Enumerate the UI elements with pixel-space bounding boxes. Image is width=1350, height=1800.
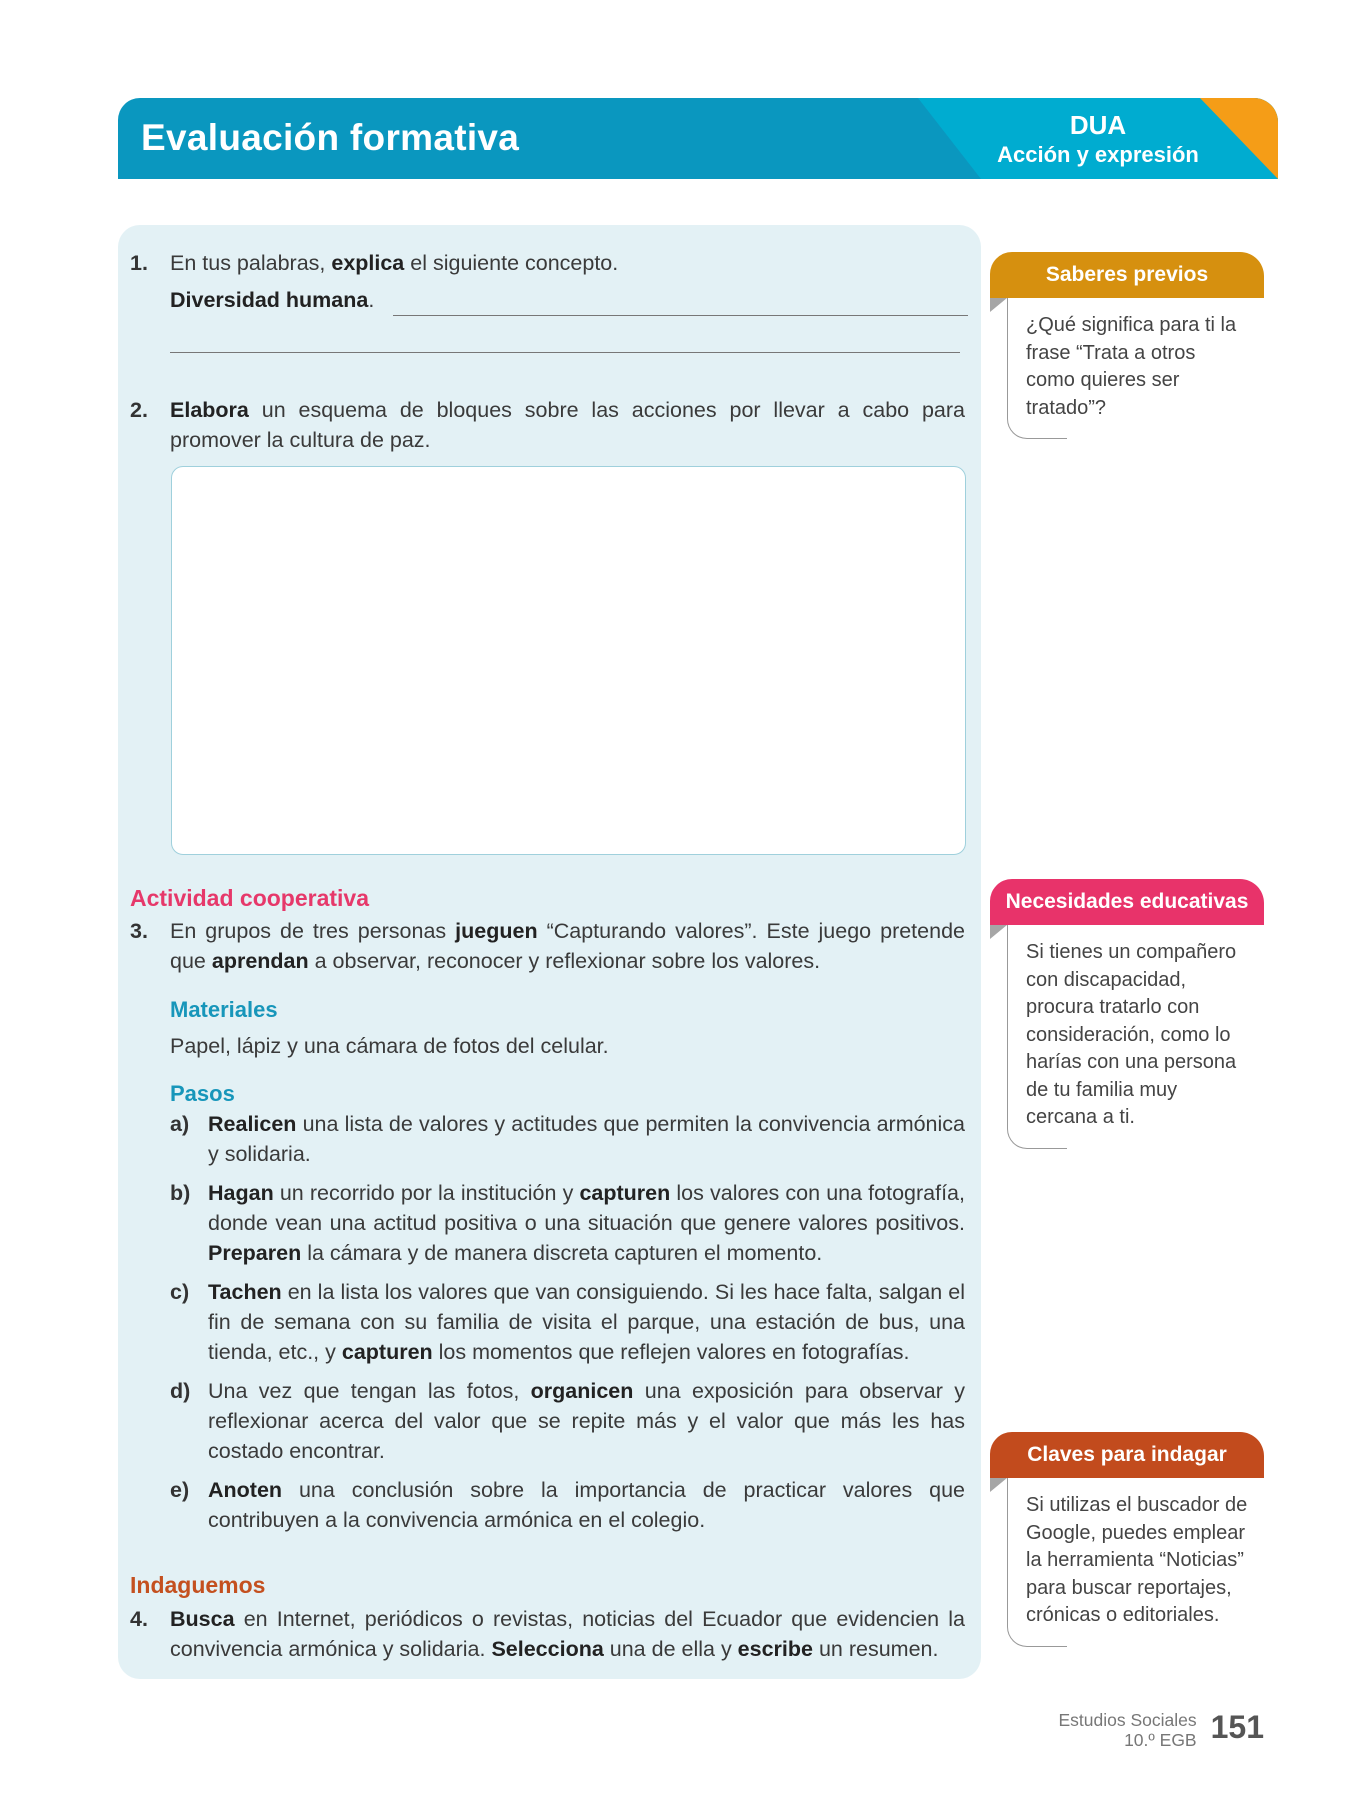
question-text (170, 1604, 965, 1664)
emphasis-verb: Anoten (208, 1478, 283, 1502)
emphasis-verb: jueguen (455, 919, 538, 943)
materials-heading: Materiales (170, 997, 278, 1022)
section-heading: Indaguemos (130, 1572, 266, 1598)
emphasis-verb: explica (331, 251, 405, 275)
page-number: 151 (1210, 1709, 1264, 1745)
text-run: una conclusión sobre la importancia de practicar valores que contribuyen a la convivencia armónica en el colegio. (208, 1478, 965, 1532)
materials-text: Papel, lápiz y una cámara de fotos del celular. (170, 1034, 609, 1058)
activity-panel (118, 225, 981, 1679)
text-run: una exposición para observar y reflexionar acerca del valor que se repite más y el valor que más les has costado encontrar. (208, 1379, 965, 1463)
page-footer (1058, 1710, 1264, 1750)
question-text (170, 248, 965, 278)
text-run: una lista de valores y actitudes que permiten la convivencia armónica y solidaria. (208, 1112, 965, 1166)
emphasis-verb: Realicen (208, 1112, 297, 1136)
sidebar-necesidades-educativas (990, 879, 1264, 1149)
question-number: 2. (130, 398, 148, 422)
sidebar-text: Si utilizas el buscador de Google, puedes emplear la herramienta “Noticias” para buscar reportajes, crónicas o editoriales. (1026, 1494, 1248, 1626)
question-number: 4. (130, 1607, 148, 1631)
text-run: En tus palabras, (170, 251, 332, 275)
step-item (170, 1376, 965, 1466)
text-run: los valores con una fotografía, donde vean una actitud positiva o una situación que genere valores positivos. (208, 1181, 965, 1235)
sidebar-tab-title: Claves para indagar (990, 1432, 1264, 1478)
emphasis-verb: capturen (579, 1181, 671, 1205)
text-run: En grupos de tres personas (170, 919, 456, 943)
steps-heading: Pasos (170, 1081, 235, 1106)
step-letter: e) (170, 1478, 190, 1502)
step-item (170, 1109, 965, 1169)
section-heading: Actividad cooperativa (130, 885, 370, 911)
step-text (208, 1178, 965, 1268)
text-run: la cámara y de manera discreta capturen el momento. (301, 1241, 823, 1265)
question-4 (130, 1570, 965, 1664)
sidebar-body (1007, 298, 1237, 439)
steps-list (130, 1109, 965, 1535)
text-run: “Capturando valores”. Este juego pretende que (170, 919, 965, 973)
section-header (118, 98, 1278, 179)
sidebar-claves-para-indagar (990, 1432, 1264, 1647)
emphasis-verb: Selecciona (491, 1637, 604, 1661)
emphasis-verb: organicen (530, 1379, 634, 1403)
emphasis-verb: Busca (170, 1607, 235, 1631)
step-text (208, 1475, 965, 1535)
text-run: una de ella y (603, 1637, 738, 1661)
step-item (170, 1277, 965, 1367)
answer-line[interactable] (393, 315, 968, 316)
step-letter: d) (170, 1379, 191, 1403)
concept-label: Diversidad humana (170, 288, 369, 312)
text-run: Una vez que tengan las fotos, (208, 1379, 531, 1403)
question-1 (130, 248, 965, 315)
dua-title: DUA (1069, 110, 1127, 140)
footer-grade: 10.º EGB (1124, 1730, 1197, 1750)
footer-subject: Estudios Sociales (1058, 1710, 1197, 1730)
step-letter: c) (170, 1280, 190, 1304)
question-number: 1. (130, 251, 148, 275)
text-run: en Internet, periódicos o revistas, noticias del Ecuador que evidencien la convivencia armónica y solidaria. (170, 1607, 965, 1661)
sidebar-text: Si tienes un compañero con discapacidad, procura tratarlo con consideración, como lo harías con una persona de tu familia muy cercana a ti. (1026, 941, 1237, 1128)
sidebar-body (1007, 925, 1237, 1149)
step-text (208, 1109, 965, 1169)
sidebar-body (1007, 1478, 1248, 1647)
text-run: los momentos que reflejen valores en fotografías. (432, 1340, 910, 1364)
question-2 (130, 395, 965, 455)
text-run: un esquema de bloques sobre las acciones por llevar a cabo para promover la cultura de paz. (170, 398, 965, 452)
sidebar-tab-title: Necesidades educativas (990, 879, 1264, 925)
question-text (170, 916, 965, 976)
emphasis-verb: Tachen (208, 1280, 282, 1304)
concept-period: . (368, 288, 375, 312)
question-number: 3. (130, 919, 148, 943)
emphasis-verb: Elabora (170, 398, 249, 422)
sidebar-saberes-previos (990, 252, 1264, 439)
page-title: Evaluación formativa (141, 117, 520, 158)
emphasis-verb: capturen (341, 1340, 433, 1364)
step-item (170, 1475, 965, 1535)
emphasis-verb: escribe (737, 1637, 813, 1661)
step-text (208, 1277, 965, 1367)
step-text (208, 1376, 965, 1466)
answer-line[interactable] (170, 352, 960, 353)
emphasis-verb: aprendan (211, 949, 309, 973)
text-run: un resumen. (812, 1637, 939, 1661)
text-run: a observar, reconocer y reflexionar sobre los valores. (308, 949, 821, 973)
dua-subtitle: Acción y expresión (997, 142, 1199, 167)
text-run: un recorrido por la institución y (273, 1181, 580, 1205)
text-run: el siguiente concepto. (404, 251, 619, 275)
step-letter: b) (170, 1181, 191, 1205)
emphasis-verb: Preparen (208, 1241, 302, 1265)
step-letter: a) (170, 1112, 190, 1136)
sidebar-text: ¿Qué significa para ti la frase “Trata a otros como quieres ser tratado”? (1026, 314, 1237, 419)
emphasis-verb: Hagan (208, 1181, 274, 1205)
question-text (170, 395, 965, 455)
text-run: en la lista los valores que van consiguiendo. Si les hace falta, salgan el fin de semana con su familia de visita el parque, una estación de bus, una tienda, etc., y (208, 1280, 965, 1364)
diagram-answer-box[interactable] (171, 466, 966, 855)
step-item (170, 1178, 965, 1268)
sidebar-tab-title: Saberes previos (990, 252, 1264, 298)
cooperative-activity (130, 883, 965, 1535)
